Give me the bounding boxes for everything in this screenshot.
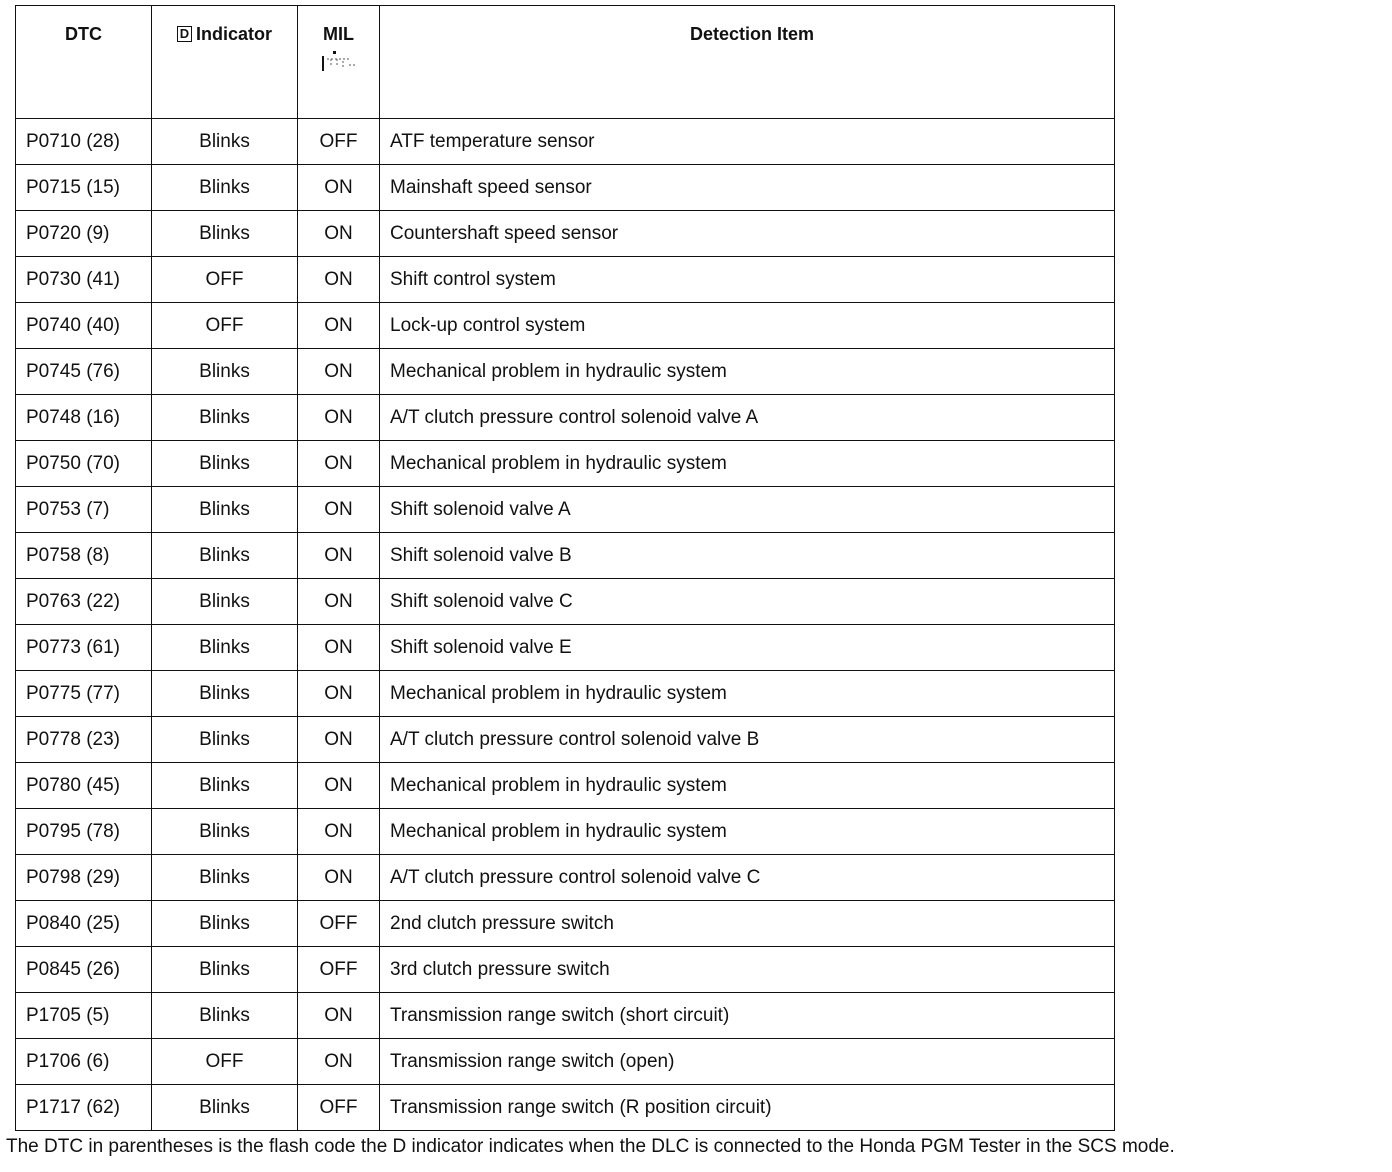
detection-item-cell: Transmission range switch (R position circuit) [380,1085,1115,1131]
mil-cell: ON [298,855,380,901]
footnote: The DTC in parentheses is the flash code the D indicator indicates when the DLC is connected to the Honda PGM Tester in the SCS mode. [6,1136,1175,1157]
header-indicator [152,6,298,119]
detection-item-cell: Mechanical problem in hydraulic system [380,349,1115,395]
d-indicator-icon: D [177,26,192,42]
dtc-cell: P0778 (23) [16,717,152,763]
mil-cell: ON [298,211,380,257]
indicator-cell: Blinks [152,947,298,993]
mil-cell: ON [298,717,380,763]
indicator-cell: Blinks [152,395,298,441]
dtc-cell: P0845 (26) [16,947,152,993]
mil-engine-icon [319,51,359,73]
mil-cell: ON [298,625,380,671]
detection-item-cell: Mainshaft speed sensor [380,165,1115,211]
table-row [16,579,1115,625]
indicator-cell: Blinks [152,993,298,1039]
dtc-cell: P0720 (9) [16,211,152,257]
indicator-cell: Blinks [152,625,298,671]
indicator-cell: Blinks [152,1085,298,1131]
table-row [16,717,1115,763]
indicator-cell: Blinks [152,487,298,533]
indicator-cell: Blinks [152,349,298,395]
dtc-cell: P0798 (29) [16,855,152,901]
indicator-cell: Blinks [152,579,298,625]
detection-item-cell: Mechanical problem in hydraulic system [380,809,1115,855]
detection-item-cell: A/T clutch pressure control solenoid valve A [380,395,1115,441]
mil-cell: OFF [298,947,380,993]
table-row [16,441,1115,487]
detection-item-cell: Shift solenoid valve B [380,533,1115,579]
table-row [16,763,1115,809]
mil-cell: ON [298,395,380,441]
detection-item-cell: 3rd clutch pressure switch [380,947,1115,993]
dtc-cell: P0763 (22) [16,579,152,625]
detection-item-cell: A/T clutch pressure control solenoid valve C [380,855,1115,901]
dtc-cell: P0775 (77) [16,671,152,717]
table-row [16,533,1115,579]
table-row [16,395,1115,441]
detection-item-cell: Countershaft speed sensor [380,211,1115,257]
detection-item-cell: A/T clutch pressure control solenoid valve B [380,717,1115,763]
dtc-cell: P0730 (41) [16,257,152,303]
detection-item-cell: Shift solenoid valve C [380,579,1115,625]
table-row [16,1039,1115,1085]
table-row [16,487,1115,533]
table-row [16,119,1115,165]
detection-item-cell: Mechanical problem in hydraulic system [380,763,1115,809]
indicator-cell: Blinks [152,441,298,487]
header-mil-label: MIL [323,24,354,44]
dtc-cell: P0840 (25) [16,901,152,947]
mil-cell: OFF [298,901,380,947]
mil-cell: ON [298,993,380,1039]
detection-item-cell: Shift solenoid valve A [380,487,1115,533]
mil-cell: ON [298,809,380,855]
mil-cell: ON [298,257,380,303]
detection-item-cell: Mechanical problem in hydraulic system [380,441,1115,487]
table-row [16,303,1115,349]
detection-item-cell: Shift solenoid valve E [380,625,1115,671]
indicator-cell: Blinks [152,901,298,947]
table-row [16,809,1115,855]
mil-cell: ON [298,349,380,395]
dtc-cell: P1705 (5) [16,993,152,1039]
header-row [16,6,1115,119]
mil-cell: ON [298,1039,380,1085]
dtc-cell: P0773 (61) [16,625,152,671]
indicator-cell: Blinks [152,809,298,855]
table-row [16,947,1115,993]
detection-item-cell: Transmission range switch (short circuit) [380,993,1115,1039]
indicator-cell: Blinks [152,211,298,257]
header-dtc: DTC [16,6,152,119]
indicator-cell: OFF [152,303,298,349]
indicator-cell: Blinks [152,533,298,579]
indicator-cell: Blinks [152,855,298,901]
dtc-cell: P0780 (45) [16,763,152,809]
indicator-cell: Blinks [152,165,298,211]
dtc-table [15,5,1115,1131]
indicator-cell: Blinks [152,763,298,809]
dtc-cell: P0710 (28) [16,119,152,165]
dtc-cell: P1717 (62) [16,1085,152,1131]
table-row [16,1085,1115,1131]
table-row [16,349,1115,395]
header-indicator-label: Indicator [195,24,272,44]
dtc-cell: P0740 (40) [16,303,152,349]
dtc-cell: P0750 (70) [16,441,152,487]
mil-cell: ON [298,579,380,625]
indicator-cell: Blinks [152,717,298,763]
mil-cell: ON [298,671,380,717]
dtc-cell: P0753 (7) [16,487,152,533]
dtc-cell: P1706 (6) [16,1039,152,1085]
dtc-cell: P0745 (76) [16,349,152,395]
mil-cell: ON [298,763,380,809]
table-row [16,165,1115,211]
dtc-cell: P0748 (16) [16,395,152,441]
dtc-cell: P0758 (8) [16,533,152,579]
mil-cell: ON [298,303,380,349]
mil-cell: OFF [298,1085,380,1131]
mil-cell: ON [298,533,380,579]
table-row [16,855,1115,901]
table-row [16,901,1115,947]
table-row [16,211,1115,257]
detection-item-cell: Mechanical problem in hydraulic system [380,671,1115,717]
mil-cell: ON [298,165,380,211]
dtc-cell: P0795 (78) [16,809,152,855]
table-row [16,257,1115,303]
mil-cell: OFF [298,119,380,165]
detection-item-cell: ATF temperature sensor [380,119,1115,165]
header-mil [298,6,380,119]
table-row [16,625,1115,671]
indicator-cell: Blinks [152,671,298,717]
table-row [16,993,1115,1039]
table-row [16,671,1115,717]
indicator-cell: OFF [152,257,298,303]
mil-cell: ON [298,441,380,487]
detection-item-cell: Lock-up control system [380,303,1115,349]
table-body [16,119,1115,1131]
indicator-cell: OFF [152,1039,298,1085]
detection-item-cell: Shift control system [380,257,1115,303]
header-detection: Detection Item [380,6,1115,119]
mil-cell: ON [298,487,380,533]
dtc-cell: P0715 (15) [16,165,152,211]
detection-item-cell: 2nd clutch pressure switch [380,901,1115,947]
detection-item-cell: Transmission range switch (open) [380,1039,1115,1085]
indicator-cell: Blinks [152,119,298,165]
